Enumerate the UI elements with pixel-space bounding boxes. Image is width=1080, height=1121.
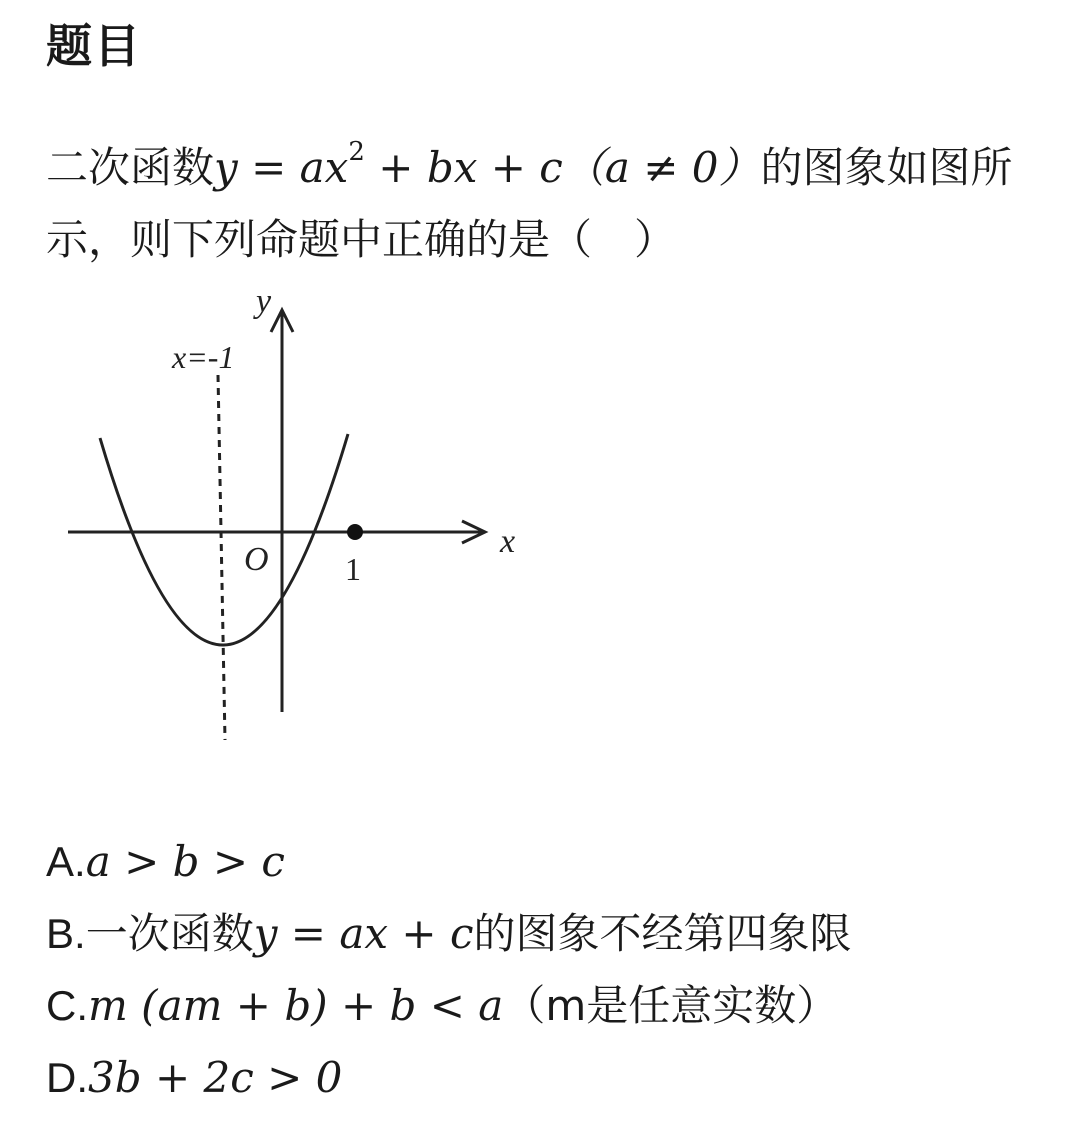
question-stem bbox=[46, 132, 1046, 276]
option-b-text: 的图象不经第四象限 bbox=[473, 909, 852, 958]
page-title: 题目 bbox=[46, 19, 142, 73]
y-axis-label: y bbox=[256, 283, 272, 320]
option-a-letter: A. bbox=[46, 838, 86, 885]
answer-options bbox=[46, 826, 851, 1114]
option-a[interactable] bbox=[46, 826, 851, 898]
parabola-figure bbox=[60, 280, 540, 750]
question-formula bbox=[214, 137, 563, 192]
option-d-letter: D. bbox=[46, 1054, 88, 1101]
option-d-math: 3b + 2c > 0 bbox=[88, 1053, 343, 1102]
point-x-1 bbox=[347, 524, 363, 540]
point-label: 1 bbox=[345, 551, 361, 587]
question-suffix: 的图象如图所示，则下列命题中正确的是（ ） bbox=[46, 143, 1013, 264]
option-c-math: m (am + b) + b < a bbox=[88, 981, 504, 1030]
x-axis-label: x bbox=[500, 523, 516, 560]
formula-exponent: 2 bbox=[348, 137, 365, 167]
option-b-pre: 一次函数 bbox=[85, 909, 254, 958]
option-c-letter: C. bbox=[46, 982, 88, 1029]
origin-label: O bbox=[244, 541, 269, 578]
question-condition: （a ≠ 0） bbox=[562, 143, 761, 192]
question-prefix: 二次函数 bbox=[46, 143, 215, 192]
option-b-letter: B. bbox=[46, 910, 86, 957]
option-b[interactable] bbox=[46, 898, 851, 970]
option-d[interactable] bbox=[46, 1042, 851, 1114]
option-c[interactable] bbox=[46, 970, 851, 1042]
symmetry-axis-dashed bbox=[218, 375, 225, 740]
option-c-text: （m是任意实数） bbox=[503, 981, 839, 1030]
symmetry-axis-label: x=-1 bbox=[172, 339, 235, 375]
option-a-math: a > b > c bbox=[85, 837, 285, 886]
formula-rest: + bx + c bbox=[364, 143, 563, 192]
option-b-math: y = ax + c bbox=[253, 909, 474, 958]
formula-eq: = ax bbox=[237, 143, 349, 192]
formula-y: y bbox=[214, 143, 238, 192]
